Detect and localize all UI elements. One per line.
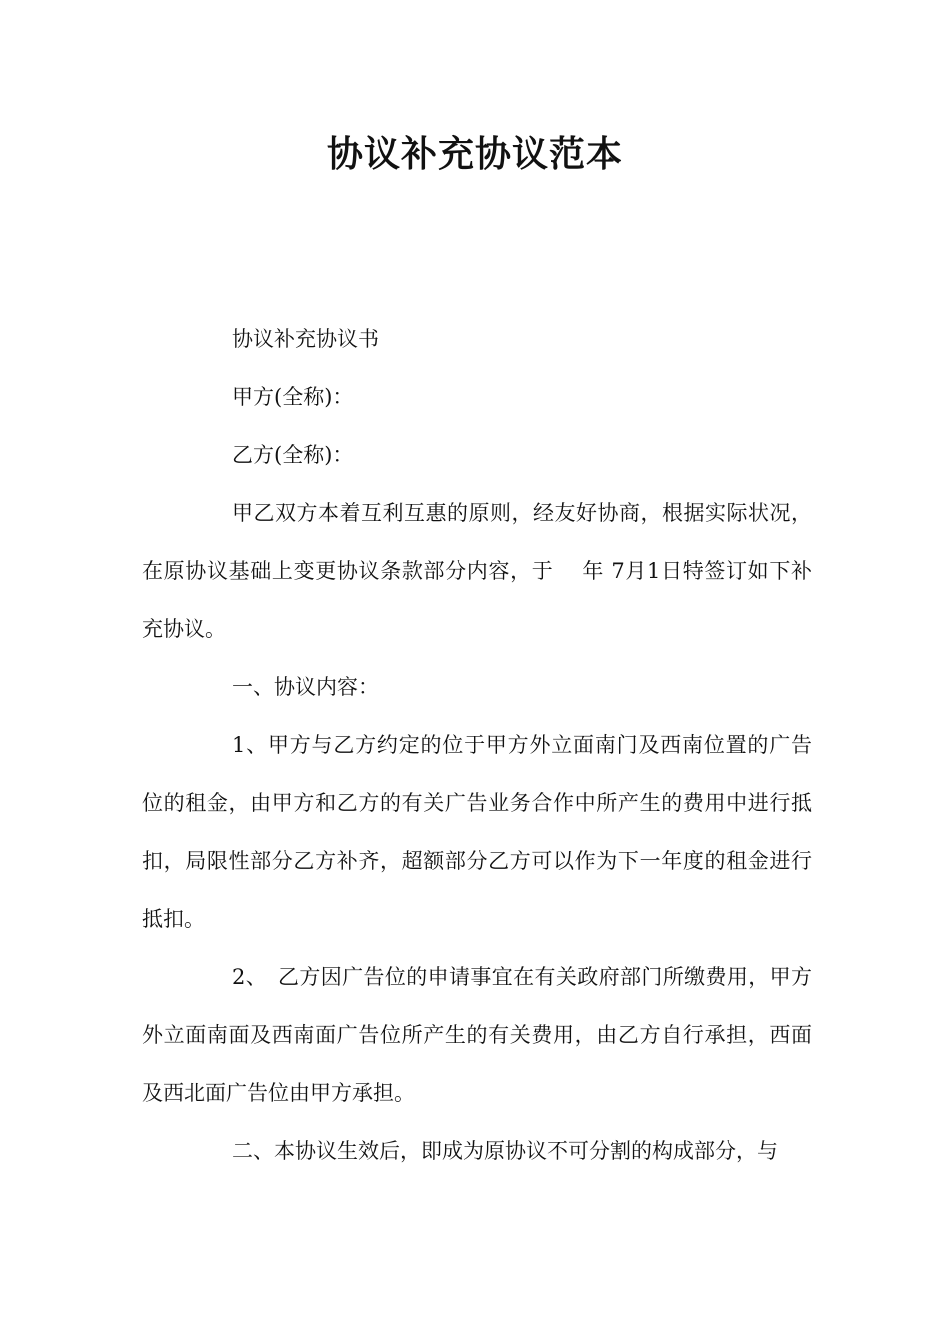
document-body: [142, 310, 812, 1180]
paragraph-party-a: 甲方(全称)：: [232, 385, 354, 409]
paragraph-party-b: 乙方(全称)：: [232, 443, 354, 467]
paragraph-section-two: 二、本协议生效后，即成为原协议不可分割的构成部分，与: [232, 1139, 778, 1163]
document-title: 协议补充协议范本: [326, 134, 623, 175]
paragraph-clause-2: 2、 乙方因广告位的申请事宜在有关政府部门所缴费用，甲方外立面南面及西南面广告位所产生的有关费用，由乙方自行承担，西面及西北面广告位由甲方承担。: [142, 965, 812, 1105]
paragraph-agreement-heading: 协议补充协议书: [232, 327, 379, 351]
paragraph-preamble: 甲乙双方本着互利互惠的原则，经友好协商，根据实际状况，在原协议基础上变更协议条款部分内容，于 年 7月1日特签订如下补充协议。: [142, 501, 812, 641]
paragraph-clause-1: 1、甲方与乙方约定的位于甲方外立面南门及西南位置的广告位的租金，由甲方和乙方的有关广告业务合作中所产生的费用中进行抵扣，局限性部分乙方补齐，超额部分乙方可以作为下一年度的租金进行抵扣。: [142, 733, 812, 931]
paragraph-section-one-heading: 一、协议内容：: [232, 675, 379, 699]
